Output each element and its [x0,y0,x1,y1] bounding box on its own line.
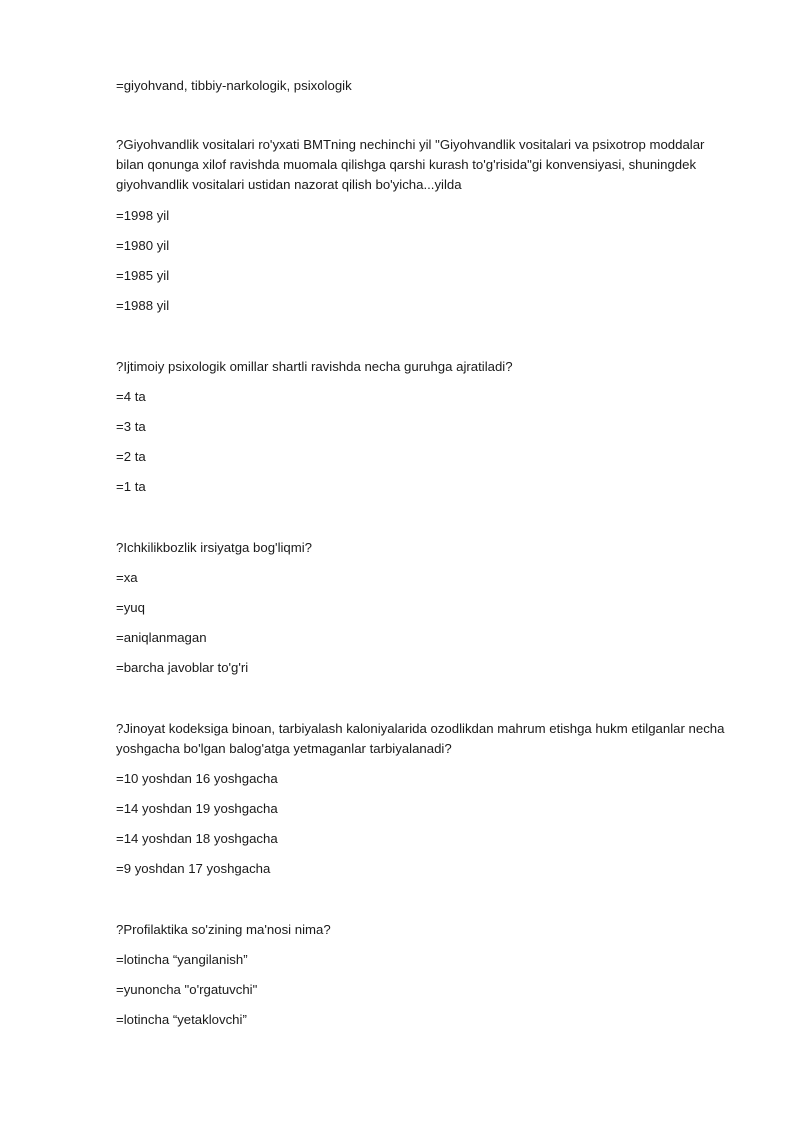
answer-option: =1998 yil [116,208,170,223]
question-line: ?Ichkilikbozlik irsiyatga bog'liqmi? [116,540,313,555]
question-line: yoshgacha bo'lgan balog'atga yetmaganlar tarbiyalanadi? [116,741,452,756]
question-text [116,920,746,940]
answer-option: =1985 yil [116,268,170,283]
answer-option: =3 ta [116,419,146,434]
question-text [116,719,746,759]
question-text [116,135,746,195]
answer-option: =10 yoshdan 16 yoshgacha [116,771,278,786]
answer-option: =lotincha “yangilanish” [116,952,248,967]
question-line: bilan qonunga xilof ravishda muomala qilishga qarshi kurash to'g'risida"gi konvensiyasi, shuningdek [116,157,697,172]
answer-option: =aniqlanmagan [116,630,207,645]
answer-option: =1 ta [116,479,146,494]
question-line: ?Giyohvandlik vositalari ro'yxati BMTning nechinchi yil "Giyohvandlik vositalari va psixotrop moddalar [116,137,705,152]
answer-option: =14 yoshdan 19 yoshgacha [116,801,278,816]
answer-option: =xa [116,570,138,585]
answer-option: =2 ta [116,449,146,464]
answer-option: =barcha javoblar to'g'ri [116,660,249,675]
answer-option: =4 ta [116,389,146,404]
question-line: ?Ijtimoiy psixologik omillar shartli ravishda necha guruhga ajratiladi? [116,359,513,374]
question-line: ?Jinoyat kodeksiga binoan, tarbiyalash kaloniyalarida ozodlikdan mahrum etishga hukm etilganlar necha [116,721,725,736]
answer-option: =lotincha “yetaklovchi” [116,1012,247,1027]
question-text [116,538,746,558]
answer-option: =yunoncha "o'rgatuvchi" [116,982,258,997]
answer-option: =giyohvand, tibbiy-narkologik, psixologik [116,78,352,93]
question-line: giyohvandlik vositalari ustidan nazorat qilish bo'yicha...yilda [116,177,462,192]
answer-option: =1988 yil [116,298,170,313]
answer-option: =yuq [116,600,145,615]
question-text [116,357,746,377]
question-line: ?Profilaktika so'zining ma'nosi nima? [116,922,331,937]
answer-option: =9 yoshdan 17 yoshgacha [116,861,271,876]
answer-option: =1980 yil [116,238,170,253]
answer-option: =14 yoshdan 18 yoshgacha [116,831,278,846]
